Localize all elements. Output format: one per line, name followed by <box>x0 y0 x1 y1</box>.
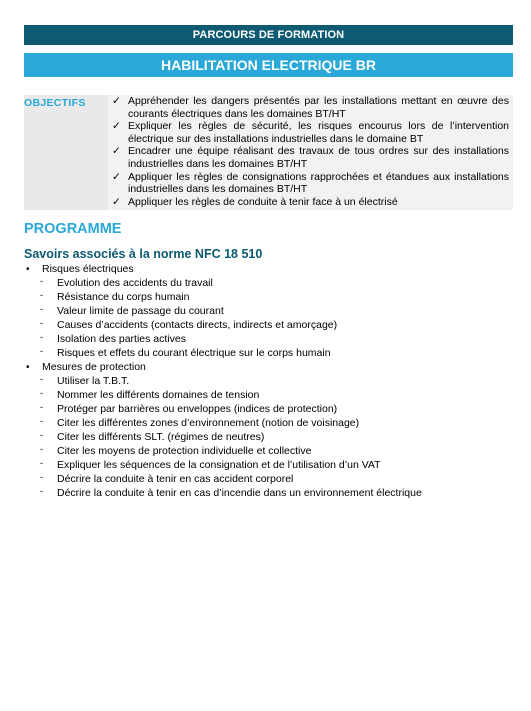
dash-icon: - <box>40 318 43 329</box>
dash-icon: - <box>40 458 43 469</box>
objective-item <box>112 145 509 170</box>
programme-heading: PROGRAMME <box>24 221 122 237</box>
list-item-text: Protéger par barrières ou enveloppes (indices de protection) <box>57 402 338 415</box>
checkmark-icon: ✓ <box>112 120 121 133</box>
dash-icon: - <box>40 290 43 301</box>
dash-icon: - <box>40 373 43 384</box>
checkmark-icon: ✓ <box>112 145 121 158</box>
dash-icon: - <box>40 387 43 398</box>
section-title <box>24 361 513 374</box>
dash-icon: - <box>40 346 43 357</box>
list-item <box>24 318 513 332</box>
checkmark-icon: ✓ <box>112 195 121 208</box>
objectives-table <box>24 95 513 210</box>
dash-icon: - <box>40 332 43 343</box>
list-item <box>24 304 513 318</box>
list-item <box>24 472 513 486</box>
list-item <box>24 332 513 346</box>
savoirs-heading: Savoirs associés à la norme NFC 18 510 <box>24 247 263 261</box>
programme-sections <box>24 263 513 500</box>
list-item <box>24 486 513 500</box>
list-item-text: Evolution des accidents du travail <box>57 277 213 289</box>
dash-icon: - <box>40 472 43 483</box>
checkmark-icon: ✓ <box>112 95 121 107</box>
list-item-text: Risques et effets du courant électrique sur le corps humain <box>57 347 331 360</box>
objectives-label: OBJECTIFS <box>24 95 108 210</box>
list-item-text: Valeur limite de passage du courant <box>57 305 224 318</box>
section-items <box>24 276 513 361</box>
dash-icon: - <box>40 486 43 497</box>
list-item-text: Citer les différents SLT. (régimes de neutres) <box>57 430 265 443</box>
list-item-text: Citer les moyens de protection individuelle et collective <box>57 445 312 458</box>
checkmark-icon: ✓ <box>112 170 121 183</box>
list-item <box>24 458 513 472</box>
list-item <box>24 290 513 304</box>
section-title <box>24 263 513 276</box>
objective-item <box>112 171 509 196</box>
parcours-header-band <box>24 25 513 45</box>
objective-text: Appréhender les dangers présentés par les installations mettant en œuvre des courants électriques dans les domaines BT/HT <box>128 95 509 120</box>
list-item-text: Décrire la conduite à tenir en cas d’incendie dans un environnement électrique <box>57 487 422 500</box>
list-item-text: Expliquer les séquences de la consignation et de l’utilisation d’un VAT <box>57 459 381 472</box>
objective-item <box>112 95 509 120</box>
list-item-text: Décrire la conduite à tenir en cas accident corporel <box>57 473 294 486</box>
section-risques-electriques <box>24 263 513 361</box>
list-item-text: Causes d’accidents (contacts directs, indirects et amorçage) <box>57 319 338 332</box>
list-item <box>24 430 513 444</box>
objective-item <box>112 196 509 209</box>
dash-icon: - <box>40 304 43 315</box>
list-item <box>24 374 513 388</box>
list-item <box>24 416 513 430</box>
objective-text: Appliquer les règles de consignations rapprochées et étandues aux installations industrielles dans les domaines BT/HT <box>128 170 509 196</box>
dash-icon: - <box>40 415 43 426</box>
list-item <box>24 444 513 458</box>
dash-icon: - <box>40 401 43 412</box>
list-item-text: Citer les différentes zones d’environnement (notion de voisinage) <box>57 416 360 429</box>
objective-text: Encadrer une équipe réalisant des travaux de tous ordres sur des installations industrielles dans les domaines BT/HT <box>128 145 509 170</box>
dash-icon: - <box>40 444 43 455</box>
list-item-text: Isolation des parties actives <box>57 333 186 346</box>
list-item <box>24 388 513 402</box>
list-item <box>24 346 513 360</box>
objective-text: Appliquer les règles de conduite à tenir face à un électrisé <box>128 195 398 208</box>
objectives-list <box>108 95 513 210</box>
bullet-icon: • <box>26 361 30 373</box>
dash-icon: - <box>40 429 43 440</box>
list-item-text: Utiliser la T.B.T. <box>57 374 130 387</box>
section-title-text: Mesures de protection <box>42 360 146 373</box>
bullet-icon: • <box>26 264 30 275</box>
section-items <box>24 374 513 501</box>
section-mesures-de-protection <box>24 361 513 501</box>
list-item-text: Nommer les différents domaines de tension <box>57 388 260 401</box>
course-title-band <box>24 53 513 77</box>
list-item <box>24 276 513 290</box>
dash-icon: - <box>40 276 43 286</box>
list-item-text: Résistance du corps humain <box>57 291 190 304</box>
course-title: HABILITATION ELECTRIQUE BR <box>161 57 376 73</box>
objective-item <box>112 120 509 145</box>
section-title-text: Risques électriques <box>42 263 134 275</box>
objective-text: Expliquer les règles de sécurité, les risques encourus lors de l’intervention électrique sur des installations industrielles dans le domaine BT <box>128 120 509 145</box>
list-item <box>24 402 513 416</box>
parcours-header-title: PARCOURS DE FORMATION <box>192 29 345 41</box>
